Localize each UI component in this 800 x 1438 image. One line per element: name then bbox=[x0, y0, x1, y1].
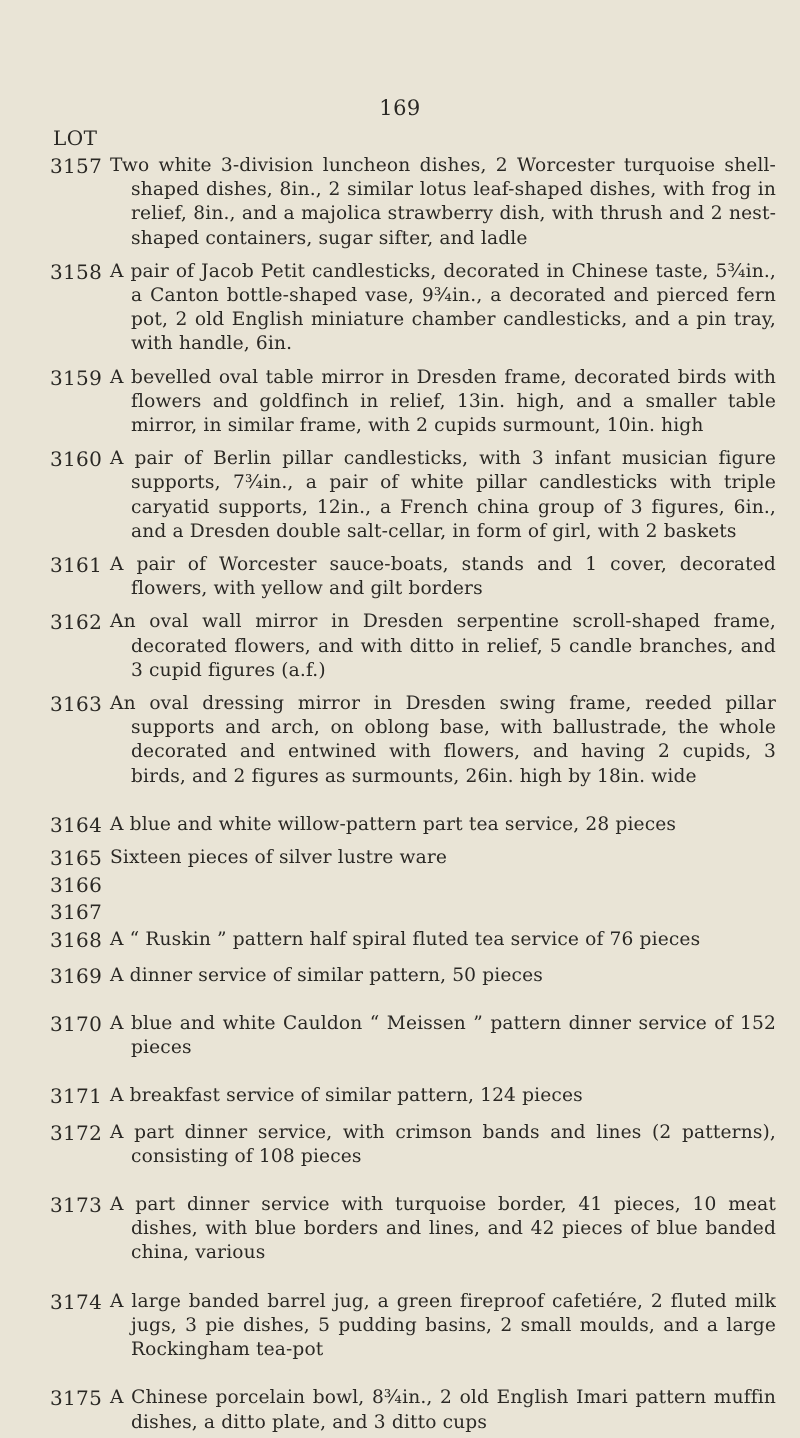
lot-number: 3169 bbox=[50, 963, 103, 988]
lot-description: An oval dressing mirror in Dresden swing frame, reeded pillar supports and arch, on oblong base, with ballustrade, the whole decorated and entwined with flowers, and having 2 cupids, 3 birds, and 2 figures as surmounts, 26in. high by 18in. wide bbox=[110, 693, 776, 787]
lot-number: 3167 bbox=[50, 900, 103, 925]
lot-description: A Chinese porcelain bowl, 8¾in., 2 old English Imari pattern muffin dishes, a ditto plate, and 3 ditto cups bbox=[110, 1387, 776, 1433]
lot-entry bbox=[0, 610, 800, 683]
lot-number: 3175 bbox=[50, 1386, 103, 1411]
lot-number: 3163 bbox=[50, 692, 103, 717]
lot-number: 3164 bbox=[50, 812, 103, 837]
lot-description: A part dinner service with turquoise border, 41 pieces, 10 meat dishes, with blue borders and lines, and 42 pieces of blue banded china, various bbox=[110, 1194, 776, 1264]
lot-entry bbox=[0, 1290, 800, 1363]
lot-number: 3173 bbox=[50, 1193, 103, 1218]
lot-number: 3161 bbox=[50, 553, 103, 578]
lot-number: 3168 bbox=[50, 927, 103, 952]
lot-entry bbox=[0, 846, 800, 870]
lot-entry bbox=[0, 1121, 800, 1169]
lot-entry bbox=[0, 928, 800, 952]
lot-description: A pair of Worcester sauce-boats, stands and 1 cover, decorated flowers, with yellow and gilt borders bbox=[110, 554, 776, 600]
lot-description: A pair of Jacob Petit candlesticks, decorated in Chinese taste, 5¾in., a Canton bottle-shaped vase, 9¾in., a decorated and pierced fern pot, 2 old English miniature chamber candlesticks, and a pin tray, with handle, 6in. bbox=[110, 260, 776, 355]
lot-entry bbox=[0, 154, 800, 251]
lot-description: A “ Ruskin ” pattern half spiral fluted tea service of 76 pieces bbox=[110, 928, 701, 950]
lot-entry bbox=[0, 1193, 800, 1266]
lot-column-header: LOT bbox=[53, 126, 98, 150]
lot-entry bbox=[0, 553, 800, 601]
lot-description: A part dinner service, with crimson bands and lines (2 patterns), consisting of 108 pieces bbox=[110, 1121, 776, 1167]
lot-description: A bevelled oval table mirror in Dresden frame, decorated birds with flowers and goldfinch in relief, 13in. high, and a smaller table mirror, in similar frame, with 2 cupids surmount, 10in. high bbox=[110, 366, 776, 437]
lot-entry bbox=[0, 873, 800, 897]
lot-number: 3174 bbox=[50, 1289, 103, 1314]
lot-number: 3172 bbox=[50, 1120, 103, 1145]
lot-description: A pair of Berlin pillar candlesticks, with 3 infant musician figure supports, 7¾in., a pair of white pillar candlesticks with triple caryatid supports, 12in., a French china group of 3 figures, 6in., and a Dresden double salt-cellar, in form of girl, with 2 baskets bbox=[110, 448, 776, 542]
lot-description: A breakfast service of similar pattern, 124 pieces bbox=[110, 1085, 583, 1107]
lot-number: 3162 bbox=[50, 610, 103, 635]
page-number: 169 bbox=[379, 96, 421, 120]
lot-entry bbox=[0, 447, 800, 544]
lot-number: 3158 bbox=[50, 259, 103, 284]
lot-number: 3170 bbox=[50, 1012, 103, 1037]
lot-description: A blue and white willow-pattern part tea service, 28 pieces bbox=[110, 813, 677, 835]
lot-description: Two white 3-division luncheon dishes, 2 Worcester turquoise shell-shaped dishes, 8in., 2 similar lotus leaf-shaped dishes, with frog in relief, 8in., and a majolica strawberry dish, with thrush and 2 nest-shaped containers, sugar sifter, and ladle bbox=[110, 155, 776, 249]
lot-description: A blue and white Cauldon “ Meissen ” pattern dinner service of 152 pieces bbox=[110, 1013, 776, 1059]
lot-number: 3159 bbox=[50, 365, 103, 390]
lot-entry bbox=[0, 1012, 800, 1060]
lot-number: 3165 bbox=[50, 846, 103, 871]
lot-entry bbox=[0, 366, 800, 439]
lot-entry bbox=[0, 260, 800, 357]
lot-entry bbox=[0, 1386, 800, 1434]
lot-number: 3157 bbox=[50, 154, 103, 178]
lot-number: 3171 bbox=[50, 1084, 103, 1109]
lot-entry bbox=[0, 692, 800, 789]
lot-entry bbox=[0, 900, 800, 924]
lot-entry bbox=[0, 964, 800, 988]
lot-description: A large banded barrel jug, a green fireproof cafetiére, 2 fluted milk jugs, 3 pie dishes, 5 pudding basins, 2 small moulds, and a large Rockingham tea-pot bbox=[110, 1290, 776, 1361]
lot-number: 3160 bbox=[50, 447, 103, 472]
lot-description: A dinner service of similar pattern, 50 pieces bbox=[110, 964, 543, 986]
lot-entry bbox=[0, 813, 800, 837]
lot-description: An oval wall mirror in Dresden serpentine scroll-shaped frame, decorated flowers, and with ditto in relief, 5 candle branches, and 3 cupid figures (a.f.) bbox=[110, 611, 776, 681]
lot-description: Sixteen pieces of silver lustre ware bbox=[110, 847, 448, 869]
lot-number: 3166 bbox=[50, 873, 103, 898]
lot-entry bbox=[0, 1084, 800, 1108]
lot-list bbox=[0, 154, 800, 1438]
